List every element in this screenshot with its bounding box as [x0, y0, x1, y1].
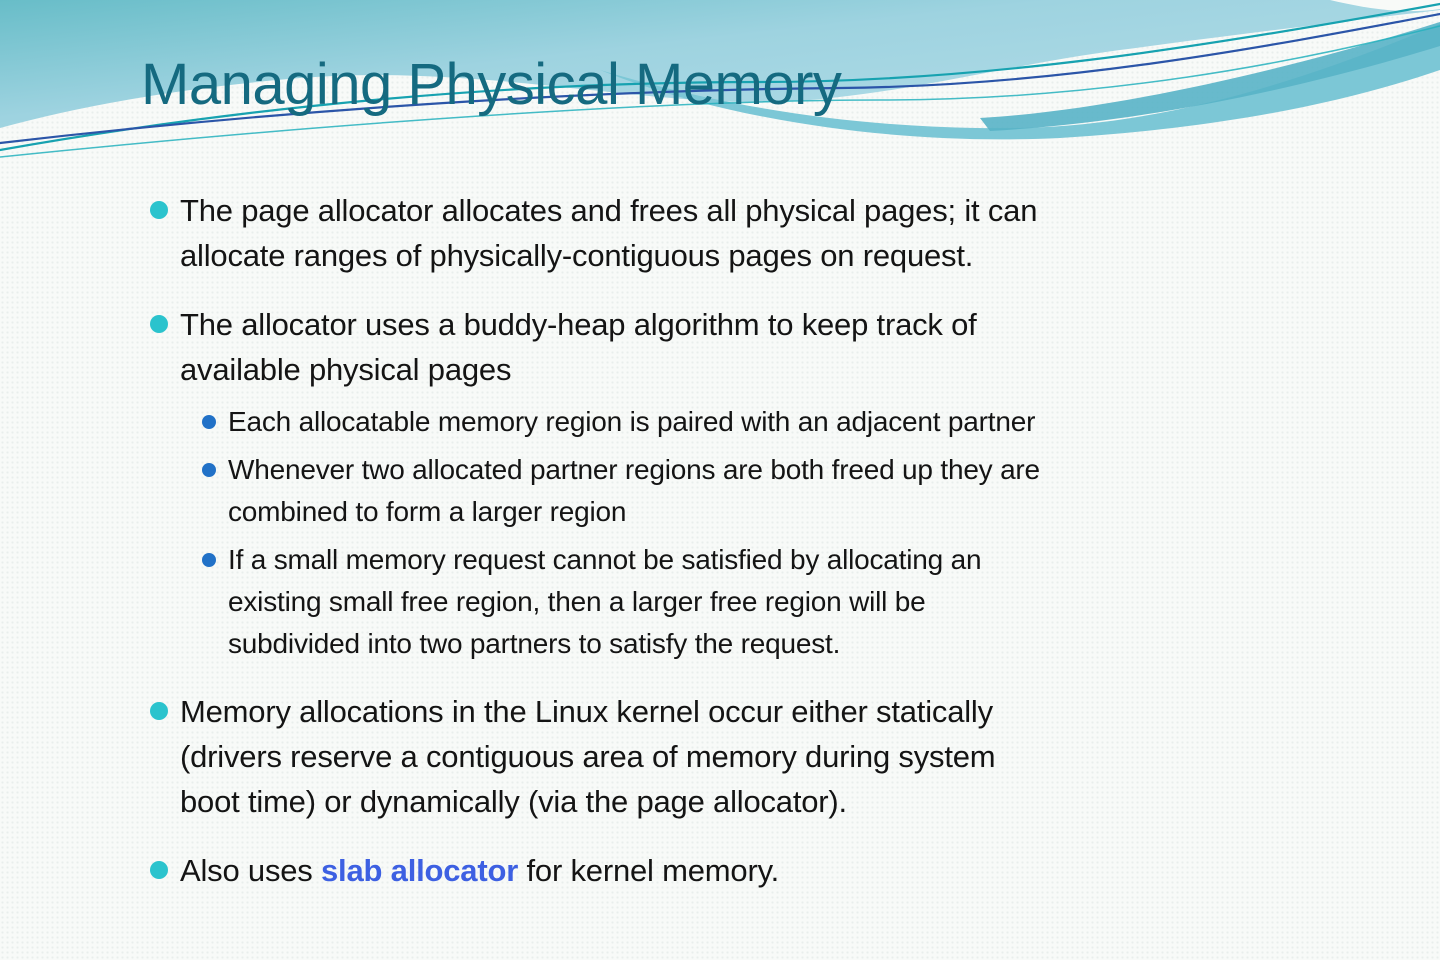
- bullet-text: [228, 401, 1035, 443]
- bullet-item: [202, 401, 1380, 443]
- text-segment: The allocator uses a buddy-heap algorithm to keep track of: [180, 307, 977, 342]
- text-segment: boot time) or dynamically (via the page allocator).: [180, 784, 847, 819]
- text-segment: allocate ranges of physically-contiguous pages on request.: [180, 238, 974, 273]
- bullet-item: [150, 848, 1380, 893]
- bullet-item: [150, 302, 1380, 392]
- text-segment: subdivided into two partners to satisfy the request.: [228, 628, 841, 659]
- bullet-marker: [150, 861, 168, 879]
- text-segment: Also uses: [180, 853, 322, 888]
- bullet-list: [150, 188, 1380, 893]
- emphasis-text: slab allocator: [321, 853, 519, 888]
- bullet-marker: [202, 553, 216, 567]
- text-segment: for kernel memory.: [518, 853, 779, 888]
- text-segment: The page allocator allocates and frees all physical pages; it can: [180, 193, 1038, 228]
- text-segment: (drivers reserve a contiguous area of memory during system: [180, 739, 996, 774]
- bullet-item: [202, 539, 1380, 665]
- bullet-item: [202, 449, 1380, 533]
- slide-title: Managing Physical Memory: [141, 52, 842, 117]
- text-segment: existing small free region, then a larger free region will be: [228, 586, 926, 617]
- bullet-marker: [150, 201, 168, 219]
- bullet-marker: [202, 415, 216, 429]
- text-segment: Each allocatable memory region is paired with an adjacent partner: [228, 406, 1036, 437]
- text-segment: available physical pages: [180, 352, 512, 387]
- bullet-text: [228, 449, 1040, 533]
- bullet-text: [180, 689, 995, 824]
- bullet-text: [180, 188, 1037, 278]
- bullet-text: [228, 539, 981, 665]
- text-segment: combined to form a larger region: [228, 496, 627, 527]
- bullet-marker: [202, 463, 216, 477]
- bullet-item: [150, 188, 1380, 278]
- bullet-text: [180, 302, 977, 392]
- text-segment: If a small memory request cannot be satisfied by allocating an: [228, 544, 982, 575]
- bullet-marker: [150, 702, 168, 720]
- text-segment: Memory allocations in the Linux kernel occur either statically: [180, 694, 993, 729]
- text-segment: Whenever two allocated partner regions are both freed up they are: [228, 454, 1040, 485]
- bullet-marker: [150, 315, 168, 333]
- bullet-text: [180, 848, 779, 893]
- bullet-item: [150, 689, 1380, 824]
